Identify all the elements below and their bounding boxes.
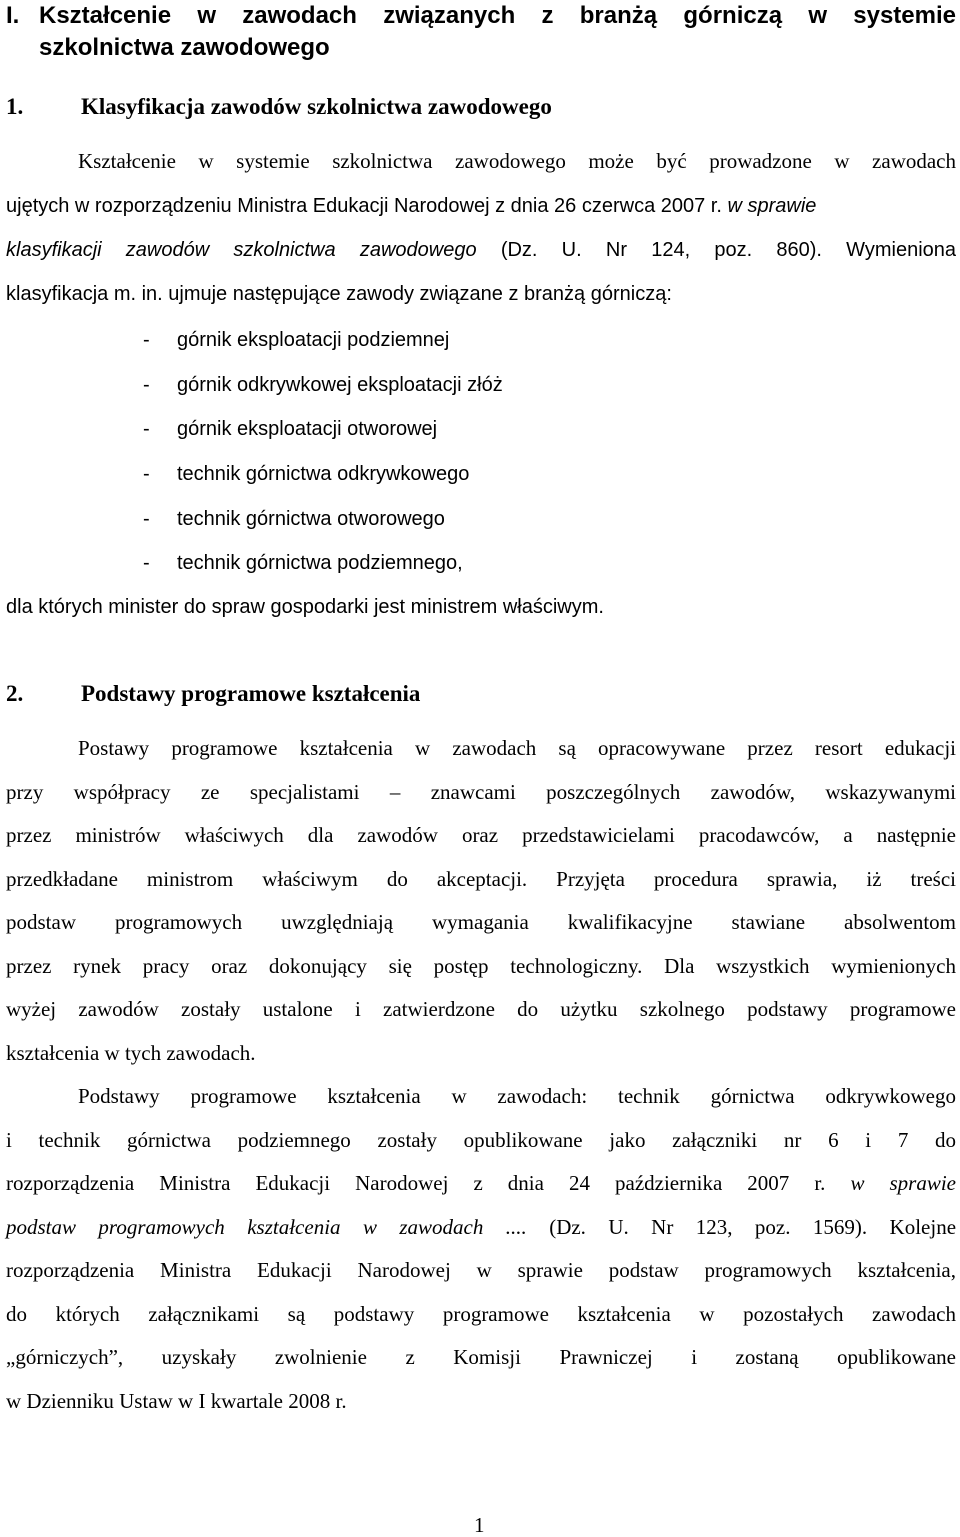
chapter-title-line-2: szkolnictwa zawodowego: [39, 34, 330, 61]
list-marker: -: [143, 374, 150, 396]
paragraph-segment-italic: w sprawie: [850, 1171, 956, 1195]
list-item: [143, 372, 503, 398]
list-item: [143, 416, 437, 442]
list-marker: -: [143, 329, 150, 351]
paragraph-line: do których załącznikami są podstawy programowe kształcenia w pozostałych zawodach: [6, 1302, 956, 1326]
list-item: [143, 506, 445, 532]
page-number: 1: [474, 1513, 485, 1537]
paragraph-line: wyżej zawodów zostały ustalone i zatwierdzone do użytku szkolnego podstawy programowe: [6, 997, 956, 1021]
paragraph-line: klasyfikacja m. in. ujmuje następujące zawody związane z branżą górniczą:: [6, 283, 672, 305]
list-marker: -: [143, 418, 150, 440]
list-item-text: górnik odkrywkowej eksploatacji złóż: [177, 374, 503, 396]
paragraph-line: [6, 193, 956, 219]
section-2-title: Podstawy programowe kształcenia: [81, 681, 421, 706]
list-item-text: górnik eksploatacji podziemnej: [177, 329, 450, 351]
paragraph-line: przedkładane ministrom właściwym do akceptacji. Przyjęta procedura sprawia, iż treści: [6, 867, 956, 891]
list-item-text: technik górnictwa podziemnego,: [177, 552, 463, 574]
paragraph-line: „górniczych”, uzyskały zwolnienie z Komisji Prawniczej i zostaną opublikowane: [6, 1345, 956, 1369]
list-item: [143, 550, 463, 576]
paragraph-segment: ujętych w rozporządzeniu Ministra Edukacji Narodowej z dnia 26 czerwca 2007 r.: [6, 195, 722, 217]
paragraph-segment-italic: klasyfikacji zawodów szkolnictwa zawodowego: [6, 239, 477, 261]
list-marker: -: [143, 508, 150, 530]
paragraph-line: Podstawy programowe kształcenia w zawodach: technik górnictwa odkrywkowego: [78, 1084, 956, 1108]
paragraph-line: przy współpracy ze specjalistami – znawcami poszczególnych zawodów, wskazywanymi: [6, 780, 956, 804]
paragraph-line: przez rynek pracy oraz dokonujący się postęp technologiczny. Dla wszystkich wymienionych: [6, 954, 956, 978]
paragraph-line: [6, 237, 956, 263]
paragraph-line: i technik górnictwa podziemnego zostały opublikowane jako załączniki nr 6 i 7 do: [6, 1128, 956, 1152]
paragraph-line: przez ministrów właściwych dla zawodów oraz przedstawicielami pracodawców, a następnie: [6, 823, 956, 847]
paragraph-line: Postawy programowe kształcenia w zawodach są opracowywane przez resort edukacji: [78, 736, 956, 760]
chapter-title-line-1: Kształcenie w zawodach związanych z branżą górniczą w systemie: [39, 2, 956, 29]
chapter-number: I.: [6, 2, 20, 29]
section-1-number: 1.: [6, 94, 24, 119]
section-1-title: Klasyfikacja zawodów szkolnictwa zawodowego: [81, 94, 552, 119]
list-item-text: górnik eksploatacji otworowej: [177, 418, 438, 440]
list-item: [143, 461, 469, 487]
paragraph-line: rozporządzenia Ministra Edukacji Narodowej w sprawie podstaw programowych kształcenia,: [6, 1258, 956, 1282]
paragraph-line: Kształcenie w systemie szkolnictwa zawodowego może być prowadzone w zawodach: [78, 149, 956, 173]
paragraph-line: podstaw programowych uwzględniają wymagania kwalifikacyjne stawiane absolwentom: [6, 910, 956, 934]
paragraph-segment: rozporządzenia Ministra Edukacji Narodowej z dnia 24 października 2007 r.: [6, 1171, 826, 1195]
paragraph-segment: (Dz. U. Nr 123, poz. 1569). Kolejne: [549, 1215, 957, 1239]
paragraph-line: w Dzienniku Ustaw w I kwartale 2008 r.: [6, 1389, 347, 1413]
section-2-number: 2.: [6, 681, 24, 706]
list-item-text: technik górnictwa odkrywkowego: [177, 463, 470, 485]
list-item-text: technik górnictwa otworowego: [177, 508, 445, 530]
list-marker: -: [143, 463, 150, 485]
paragraph-line: [6, 1214, 956, 1240]
paragraph-line: [6, 1170, 956, 1196]
list-marker: -: [143, 552, 150, 574]
paragraph-segment-italic: podstaw programowych kształcenia w zawodach ....: [6, 1215, 527, 1239]
paragraph-segment: (Dz. U. Nr 124, poz. 860). Wymieniona: [500, 239, 957, 261]
paragraph-line: kształcenia w tych zawodach.: [6, 1041, 256, 1065]
section-1-closing: dla których minister do spraw gospodarki jest ministrem właściwym.: [6, 596, 604, 618]
list-item: [143, 327, 449, 353]
paragraph-segment-italic: w sprawie: [727, 195, 817, 217]
